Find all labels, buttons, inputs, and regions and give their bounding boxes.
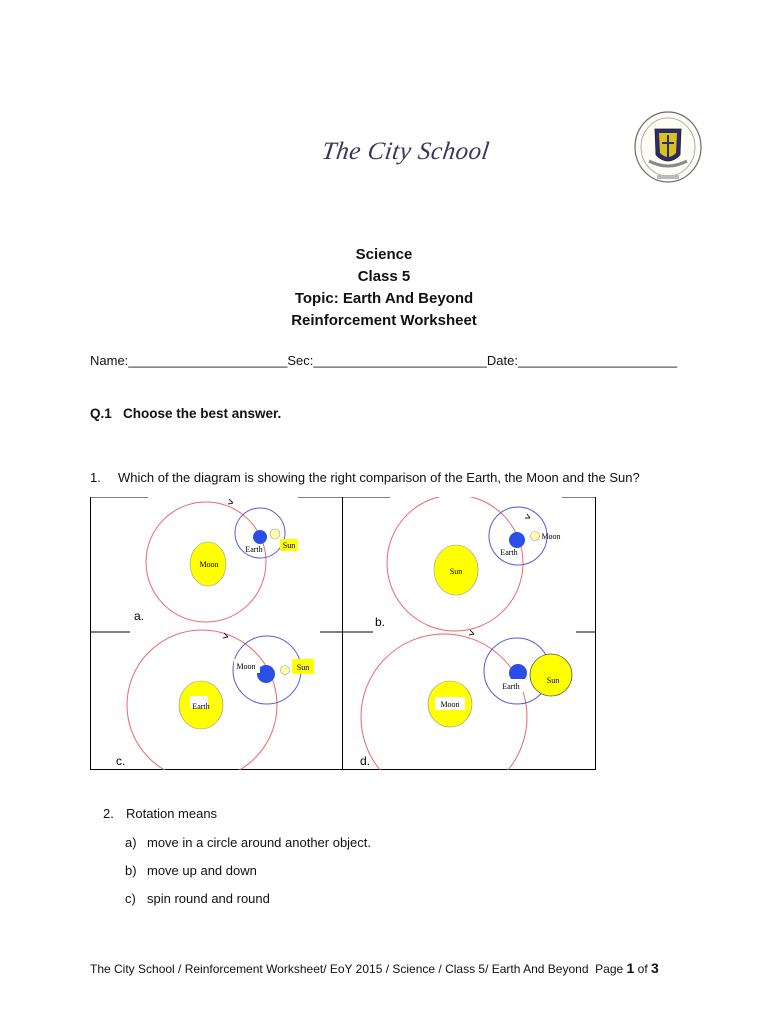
name-blank[interactable]: ______________________ [128,353,288,368]
panel-c-center-label: Earth [192,702,210,711]
footer-of: of [634,962,651,976]
panel-d-near-label: Earth [502,682,520,691]
panel-c-letter: c. [116,754,126,768]
option-b-text[interactable]: move up and down [147,863,257,878]
option-a-text[interactable]: move in a circle around another object. [147,835,372,850]
panel-a-near-label: Earth [245,545,263,554]
panel-d-center-label: Moon [440,700,460,709]
panel-b-near-label: Earth [500,548,518,557]
panel-c-near-label: Moon [236,662,256,671]
item1-text: Which of the diagram is showing the right comparison of the Earth, the Moon and the Sun? [118,470,640,485]
footer-text: The City School / Reinforcement Worksheet/ EoY 2015 / Science / Class 5/ Earth And Beyond Page [90,962,627,976]
school-crest-icon [633,111,703,189]
sec-label: Sec: [287,353,314,368]
panel-b-center-label: Sun [449,567,463,576]
orbit-diagram-grid [90,497,596,770]
sec-blank[interactable]: ________________________ [313,353,487,368]
option-c-letter: c) [125,891,136,906]
panel-c-small-label: Sun [296,663,310,672]
date-blank[interactable]: ______________________ [517,353,678,368]
panel-d-letter: d. [360,754,371,768]
item2-text: Rotation means [126,806,218,821]
name-label: Name: [90,353,129,368]
panel-a-center-label: Moon [199,560,219,569]
panel-a-letter: a. [134,609,145,623]
item2-number: 2. [103,806,114,821]
page-total: 3 [651,960,659,976]
page-footer [90,960,659,976]
option-c-text[interactable]: spin round and round [147,891,270,906]
topic-title: Topic: Earth And Beyond [294,290,474,307]
school-logo-text: The City School [320,138,492,165]
panel-d[interactable] [361,630,572,770]
panel-b[interactable] [387,497,561,631]
panel-d-small-label: Sun [546,676,560,685]
panel-b-small-label: Moon [541,532,561,541]
panel-a[interactable] [146,499,298,622]
panel-a-small-label: Sun [282,541,296,550]
worksheet-title: Reinforcement Worksheet [291,312,477,329]
item1-number: 1. [90,470,101,485]
option-b-letter: b) [125,863,137,878]
date-label: Date: [486,353,518,368]
title-block [0,244,768,332]
question-heading: Q.1 Choose the best answer. [90,406,282,421]
panel-c[interactable] [127,630,314,770]
page-current: 1 [626,960,635,976]
option-a-letter: a) [125,835,137,850]
subject-title: Science [355,246,413,263]
panel-b-letter: b. [375,615,386,629]
student-info-line [90,353,677,368]
class-title: Class 5 [357,268,411,285]
